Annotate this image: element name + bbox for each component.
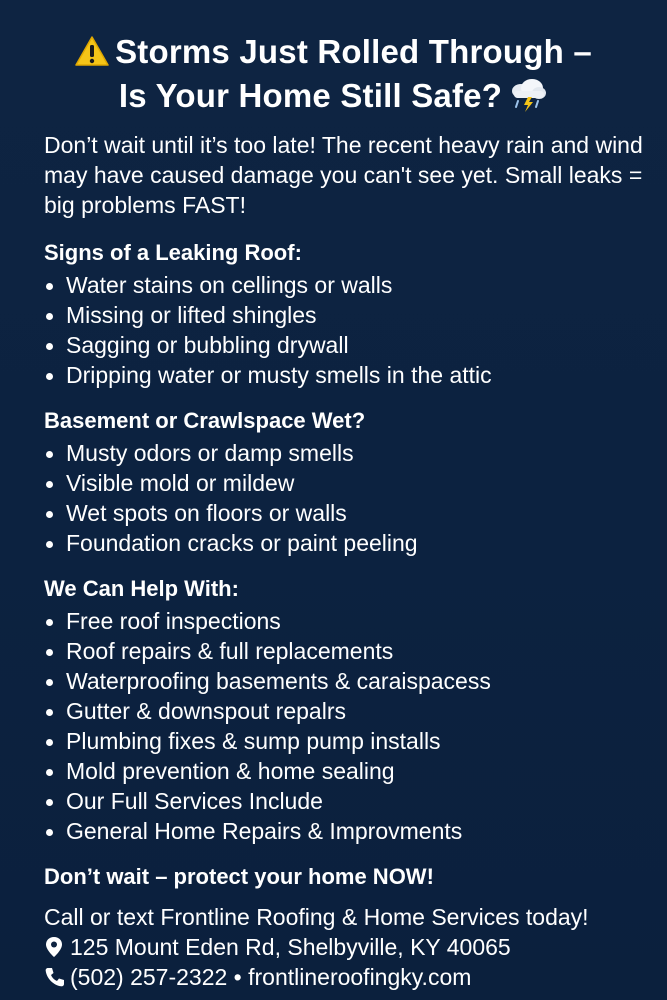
intro-text: Don’t wait until it’s too late! The recent heavy rain and wind may have caused damage you can't see yet. Small leaks = big problems FAST! [44, 132, 643, 218]
storm-cloud-icon [508, 77, 548, 113]
section-heading-basement: Basement or Crawlspace Wet? [44, 408, 366, 433]
phone-web-line [44, 962, 471, 992]
list-item: Plumbing fixes & sump pump installs [44, 726, 491, 756]
list-item: Our Full Services Include [44, 786, 491, 816]
basement-signs-list [44, 438, 418, 558]
roof-signs-list [44, 270, 492, 390]
list-item: Waterproofing basements & caraispacess [44, 666, 491, 696]
call-to-action: Don’t wait – protect your home NOW! [44, 864, 434, 889]
title-line-2 [20, 74, 647, 118]
list-item: Foundation cracks or paint peeling [44, 528, 418, 558]
location-pin-icon [44, 936, 64, 958]
list-item: Wet spots on floors or walls [44, 498, 418, 528]
phone-icon [44, 966, 64, 988]
list-item: Musty odors or damp smells [44, 438, 418, 468]
phone-web-text[interactable]: (502) 257-2322 • frontlineroofingky.com [70, 964, 472, 990]
section-heading-services: We Can Help With: [44, 576, 239, 601]
list-item: Mold prevention & home sealing [44, 756, 491, 786]
title-line-1 [20, 30, 647, 74]
list-item: Missing or lifted shingles [44, 300, 492, 330]
list-item: Dripping water or musty smells in the attic [44, 360, 492, 390]
section-heading-roof: Signs of a Leaking Roof: [44, 240, 302, 265]
title-text-1: Storms Just Rolled Through – [115, 33, 592, 70]
call-line: Call or text Frontline Roofing & Home Services today! [44, 904, 589, 930]
title-text-2: Is Your Home Still Safe? [118, 77, 503, 114]
warning-icon [75, 36, 109, 66]
list-item: Water stains on cellings or walls [44, 270, 492, 300]
list-item: Roof repairs & full replacements [44, 636, 491, 666]
list-item: Gutter & downspout repalrs [44, 696, 491, 726]
address-text[interactable]: 125 Mount Eden Rd, Shelbyville, KY 40065 [70, 934, 511, 960]
address-line [44, 932, 511, 962]
services-list [44, 606, 491, 846]
list-item: Sagging or bubbling drywall [44, 330, 492, 360]
list-item: Free roof inspections [44, 606, 491, 636]
page-title [20, 30, 647, 118]
list-item: Visible mold or mildew [44, 468, 418, 498]
list-item: General Home Repairs & Improvments [44, 816, 491, 846]
